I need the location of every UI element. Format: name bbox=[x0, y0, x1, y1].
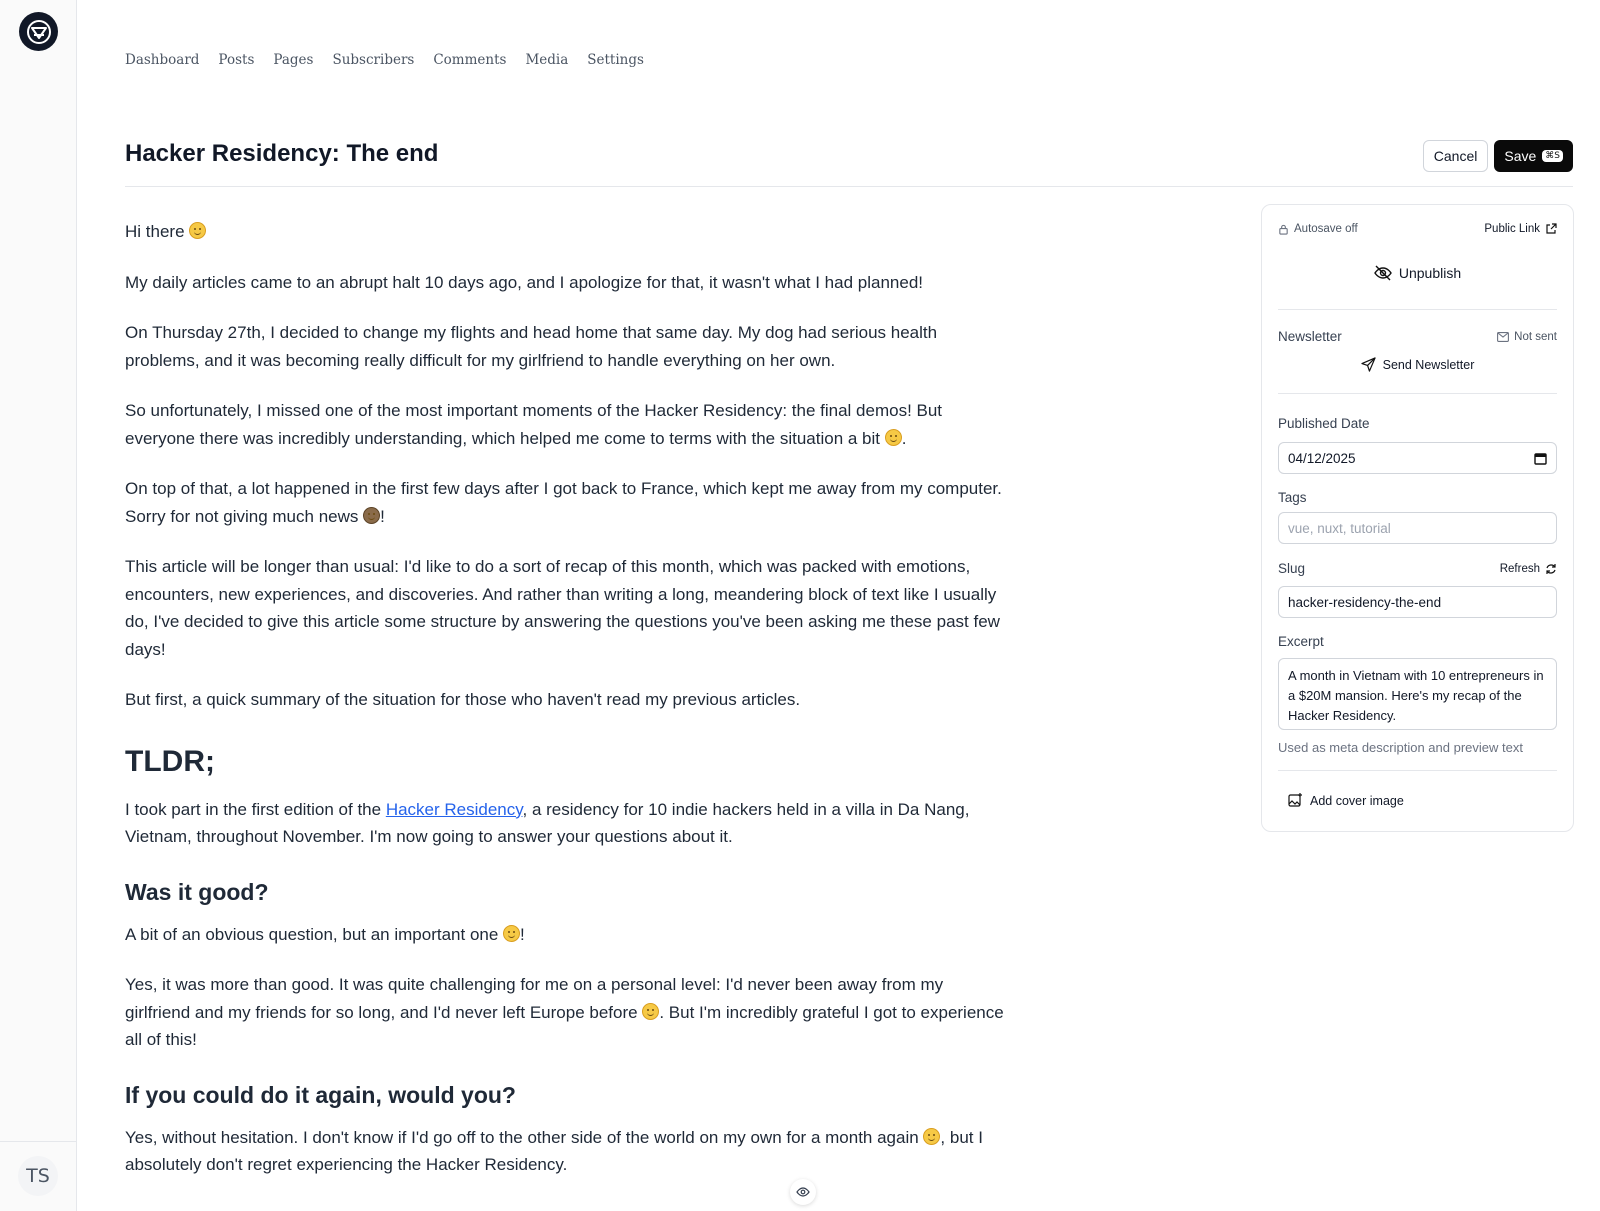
autosave-status[interactable] bbox=[1278, 223, 1358, 235]
paragraph bbox=[125, 971, 1005, 1054]
heading-do-it-again: If you could do it again, would you? bbox=[125, 1081, 516, 1108]
paragraph-text: A bit of an obvious question, but an important one bbox=[125, 924, 499, 944]
paragraph-text: On top of that, a lot happened in the first few days after I got back to France, which kept me away from my computer. Sorry for not giving much news bbox=[125, 479, 1002, 526]
lock-icon bbox=[1278, 224, 1289, 235]
paragraph bbox=[125, 475, 1005, 530]
paragraph: This article will be longer than usual: I'd like to do a sort of recap of this month, which was packed with emotions, encounters, new experiences, and discoveries. And rather than writing a long, meandering block of text like I usually do, I've decided to give this article some structure by answering the questions you've been asking me these past few days! bbox=[125, 557, 1000, 659]
public-link[interactable] bbox=[1484, 223, 1557, 235]
autosave-label: Autosave off bbox=[1294, 223, 1358, 235]
eye-off-icon bbox=[1374, 265, 1392, 281]
unpublish-label: Unpublish bbox=[1398, 265, 1462, 281]
paragraph-text: . bbox=[901, 428, 907, 448]
save-button-label: Save bbox=[1504, 148, 1537, 164]
refresh-slug-button[interactable] bbox=[1500, 563, 1557, 575]
smile-emoji-icon bbox=[885, 429, 902, 446]
panel-divider bbox=[1278, 393, 1557, 394]
published-date-label: Published Date bbox=[1278, 416, 1370, 431]
app-logo[interactable] bbox=[19, 12, 58, 51]
joy-emoji-icon bbox=[923, 1128, 940, 1145]
tags-placeholder: vue, nuxt, tutorial bbox=[1288, 520, 1391, 536]
slug-input[interactable] bbox=[1278, 586, 1557, 618]
tags-label: Tags bbox=[1278, 490, 1307, 505]
paragraph-text: ! bbox=[520, 924, 525, 944]
unpublish-button[interactable] bbox=[1262, 265, 1573, 281]
newsletter-label: Newsletter bbox=[1278, 329, 1342, 344]
header-divider bbox=[125, 186, 1573, 187]
header-actions bbox=[1423, 140, 1573, 172]
nav-settings[interactable]: Settings bbox=[587, 52, 644, 68]
paragraph bbox=[125, 796, 1005, 851]
published-date-input[interactable] bbox=[1278, 442, 1557, 474]
page-title[interactable]: Hacker Residency: The end bbox=[125, 140, 439, 167]
grin-emoji-icon bbox=[503, 925, 520, 942]
paragraph-text: So unfortunately, I missed one of the most important moments of the Hacker Residency: the final demos! But everyone there was incredibly understanding, which helped me come to terms with the situation a bit bbox=[125, 401, 943, 448]
newsletter-status bbox=[1497, 331, 1557, 343]
image-add-icon bbox=[1288, 793, 1303, 808]
top-nav bbox=[125, 52, 644, 68]
public-link-label: Public Link bbox=[1484, 223, 1540, 235]
paragraph-text: . But I'm incredibly grateful I got to experience all of this! bbox=[125, 1002, 1004, 1049]
cancel-button[interactable]: Cancel bbox=[1423, 140, 1489, 172]
heading-was-it-good: Was it good? bbox=[125, 878, 269, 905]
excerpt-textarea[interactable]: A month in Vietnam with 10 entrepreneurs in a $20M mansion. Here's my recap of the Hacker Residency. bbox=[1278, 658, 1557, 730]
sweat-smile-emoji-icon bbox=[642, 1003, 659, 1020]
nav-subscribers[interactable]: Subscribers bbox=[332, 52, 415, 68]
nav-dashboard[interactable]: Dashboard bbox=[125, 52, 200, 68]
send-icon bbox=[1361, 357, 1376, 372]
paragraph bbox=[125, 1124, 1005, 1179]
paragraph-text: I took part in the first edition of the bbox=[125, 799, 386, 819]
excerpt-help-text: Used as meta description and preview text bbox=[1278, 740, 1523, 755]
paragraph: But first, a quick summary of the situation for those who haven't read my previous articles. bbox=[125, 690, 801, 709]
published-date-value: 04/12/2025 bbox=[1288, 450, 1356, 466]
add-cover-image-label: Add cover image bbox=[1310, 793, 1404, 808]
paragraph-text: , but I absolutely don't regret experiencing the Hacker Residency. bbox=[125, 1127, 983, 1174]
tags-input[interactable] bbox=[1278, 512, 1557, 544]
calendar-icon bbox=[1534, 452, 1547, 465]
panel-divider bbox=[1278, 770, 1557, 771]
hacker-residency-link[interactable]: Hacker Residency bbox=[385, 799, 523, 819]
refresh-icon bbox=[1545, 563, 1557, 575]
mail-icon bbox=[1497, 332, 1509, 342]
post-settings-panel bbox=[1261, 204, 1574, 832]
add-cover-image-button[interactable] bbox=[1288, 793, 1404, 808]
external-link-icon bbox=[1545, 223, 1557, 235]
paragraph bbox=[125, 921, 1005, 949]
nav-comments[interactable]: Comments bbox=[433, 52, 507, 68]
paragraph-text: Yes, it was more than good. It was quite challenging for me on a personal level: I'd never been away from my girlfriend and my friends for so long, and I'd never left Europe before bbox=[125, 975, 944, 1022]
save-button[interactable] bbox=[1494, 140, 1573, 172]
nav-media[interactable]: Media bbox=[525, 52, 569, 68]
sidebar-footer bbox=[0, 1141, 76, 1211]
nav-posts[interactable]: Posts bbox=[218, 52, 255, 68]
preview-toggle-button[interactable] bbox=[790, 1179, 816, 1205]
eye-icon bbox=[796, 1187, 810, 1197]
user-avatar[interactable]: TS bbox=[18, 1156, 58, 1196]
sidebar bbox=[0, 0, 77, 1211]
save-shortcut-badge: ⌘S bbox=[1542, 150, 1563, 162]
person-emoji-icon bbox=[363, 507, 380, 524]
nav-pages[interactable]: Pages bbox=[273, 52, 314, 68]
paragraph bbox=[125, 397, 1005, 452]
send-newsletter-label: Send Newsletter bbox=[1382, 357, 1475, 372]
send-newsletter-button[interactable] bbox=[1262, 357, 1573, 372]
heart-logo-icon bbox=[25, 18, 53, 46]
newsletter-status-label: Not sent bbox=[1514, 330, 1557, 343]
paragraph-text: , a residency for 10 indie hackers held in a villa in Da Nang, Vietnam, throughout November. I'm now going to answer your questions about it. bbox=[125, 799, 970, 846]
paragraph-text: ! bbox=[380, 506, 385, 526]
paragraph-text: Yes, without hesitation. I don't know if I'd go off to the other side of the world on my own for a month again bbox=[125, 1127, 919, 1147]
slug-label: Slug bbox=[1278, 561, 1306, 576]
article-editor[interactable] bbox=[125, 218, 1005, 1202]
excerpt-label: Excerpt bbox=[1278, 634, 1324, 649]
refresh-label: Refresh bbox=[1499, 562, 1540, 575]
paragraph-text: Hi there bbox=[125, 222, 185, 241]
paragraph: My daily articles came to an abrupt halt 10 days ago, and I apologize for that, it wasn't what I had planned! bbox=[125, 272, 923, 292]
heading-tldr: TLDR; bbox=[125, 744, 215, 778]
panel-divider bbox=[1278, 309, 1557, 310]
paragraph bbox=[125, 218, 1005, 246]
paragraph: On Thursday 27th, I decided to change my flights and head home that same day. My dog had serious health problems, and it was becoming really difficult for my girlfriend to handle everything on her own. bbox=[125, 323, 938, 370]
slug-value: hacker-residency-the-end bbox=[1288, 594, 1442, 610]
smile-emoji-icon bbox=[189, 222, 206, 239]
